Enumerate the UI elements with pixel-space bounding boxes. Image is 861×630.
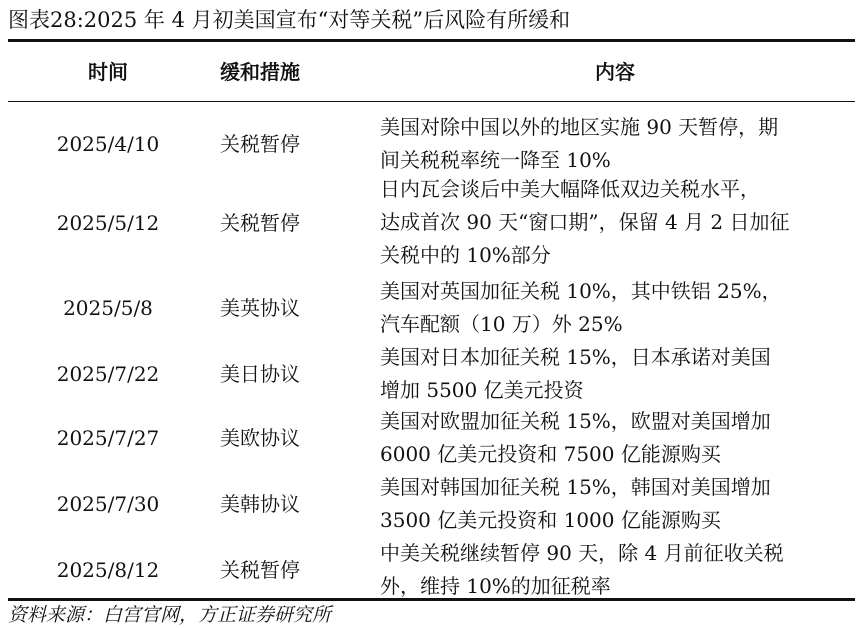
cell-date: 2025/5/8 — [63, 296, 153, 320]
content-line: 美国对欧盟加征关税 15%，欧盟对美国增加 — [380, 409, 771, 433]
cell-measure: 关税暂停 — [220, 558, 300, 582]
cell-measure: 美日协议 — [220, 362, 300, 386]
table-bottom-rule — [8, 598, 855, 601]
content-line: 美国对除中国以外的地区实施 90 天暂停，期 — [380, 115, 779, 139]
content-line: 美国对日本加征关税 15%，日本承诺对美国 — [380, 345, 771, 369]
cell-content — [380, 537, 845, 603]
cell-measure: 美韩协议 — [220, 492, 300, 516]
cell-measure: 美英协议 — [220, 296, 300, 320]
cell-date: 2025/5/12 — [56, 210, 160, 235]
cell-content — [380, 341, 845, 407]
content-line: 外，维持 10%的加征税率 — [380, 574, 611, 598]
content-line: 日内瓦会谈后中美大幅降低双边关税水平， — [380, 177, 760, 201]
cell-date: 2025/4/10 — [56, 132, 160, 156]
cell-date: 2025/7/22 — [56, 362, 160, 386]
content-line: 美国对韩国加征关税 15%，韩国对美国增加 — [380, 475, 771, 499]
cell-date: 2025/8/12 — [56, 558, 160, 582]
cell-content — [380, 275, 845, 341]
content-line: 美国对英国加征关税 10%，其中铁铝 25%， — [380, 279, 782, 303]
cell-measure: 关税暂停 — [220, 132, 300, 156]
content-line: 3500 亿美元投资和 1000 亿能源购买 — [380, 508, 721, 532]
cell-content — [380, 111, 845, 177]
cell-date: 2025/7/27 — [56, 426, 160, 450]
header-rule — [8, 101, 855, 102]
figure-title: 图表28:2025 年 4 月初美国宣布“对等关税”后风险有所缓和 — [8, 8, 571, 32]
content-line: 6000 亿美元投资和 7500 亿能源购买 — [380, 442, 721, 466]
source-note: 资料来源：白宫官网，方正证券研究所 — [8, 604, 332, 626]
table-top-rule — [8, 39, 855, 42]
content-line: 关税中的 10%部分 — [380, 243, 551, 267]
column-header-content: 内容 — [595, 60, 635, 84]
cell-content — [380, 471, 845, 537]
cell-measure: 美欧协议 — [220, 426, 300, 450]
cell-date: 2025/7/30 — [56, 492, 160, 516]
cell-measure: 关税暂停 — [220, 210, 300, 235]
content-line: 间关税税率统一降至 10% — [380, 148, 611, 172]
column-header-date: 时间 — [88, 60, 128, 84]
column-header-measure: 缓和措施 — [220, 60, 300, 84]
cell-content — [380, 405, 845, 471]
content-line: 汽车配额（10 万）外 25% — [380, 312, 623, 336]
content-line: 中美关税继续暂停 90 天，除 4 月前征收关税 — [380, 541, 784, 565]
cell-content — [380, 173, 845, 272]
content-line: 增加 5500 亿美元投资 — [380, 378, 584, 402]
content-line: 达成首次 90 天“窗口期”，保留 4 月 2 日加征 — [380, 210, 790, 234]
